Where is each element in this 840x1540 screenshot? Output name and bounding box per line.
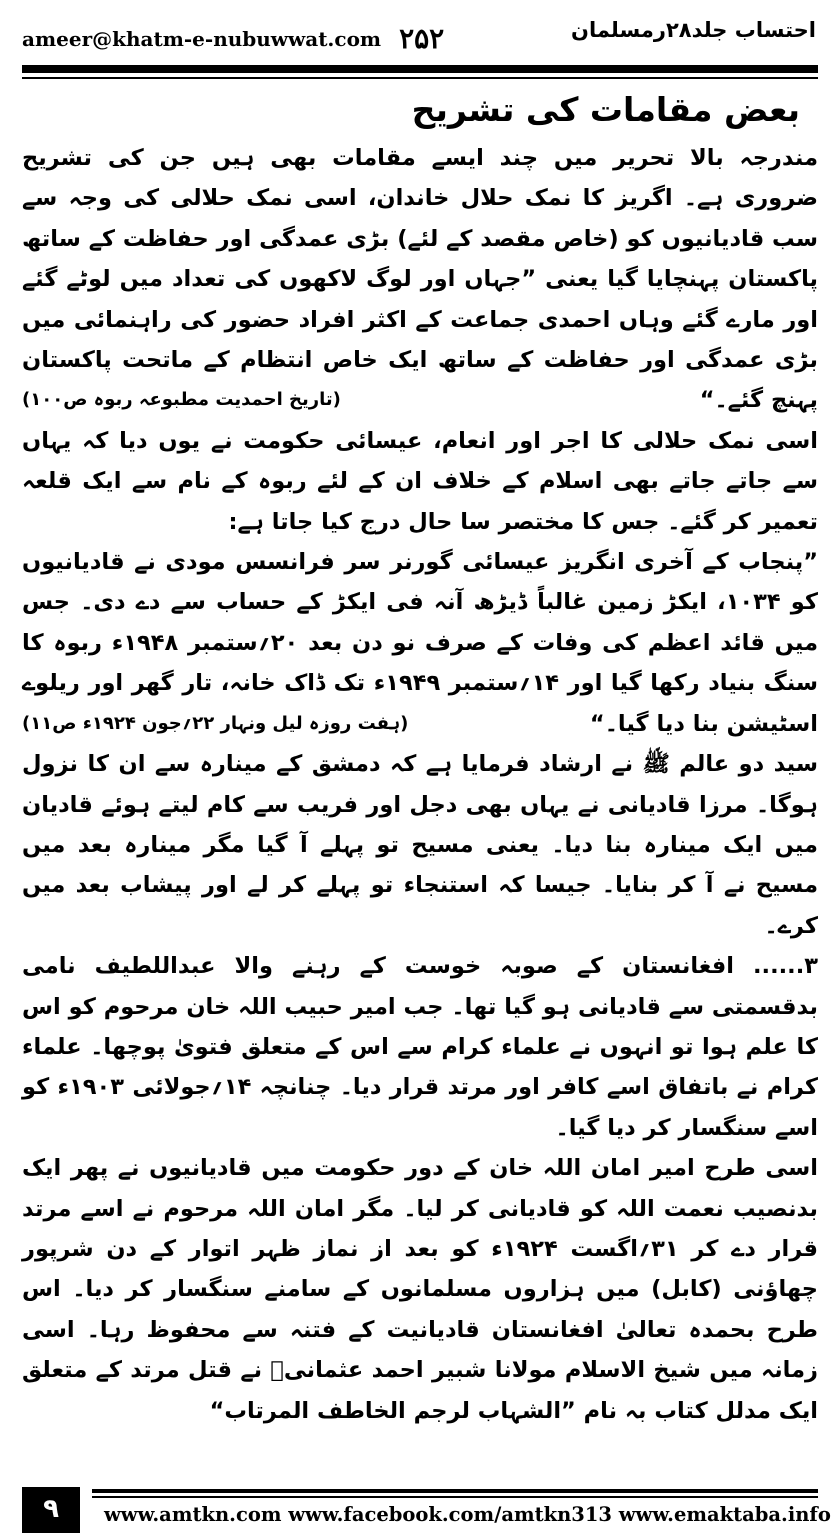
reference-2: (ہفت روزہ لیل ونہار ۲۲؍جون ۱۹۲۴ء ص۱۱) <box>22 712 409 734</box>
quote-text: ”پنجاب کے آخری انگریز عیسائی گورنر سر فرانسس مودی نے قادیانیوں کو ۱۰۳۴، ایکڑ زمین غالباً ڈیڑھ آنہ فی ایکڑ کے حساب سے دے دی۔ جس میں قائد اعظم کی وفات کے صرف نو دن بعد ۲۰؍ستمبر ۱۹۴۸ء ربوہ کا سنگ بنیاد رکھا گیا اور ۱۴؍ستمبر ۱۹۴۹ء تک ڈاک خانہ، تار گھر اور ریلوے اسٹیشن بنا دیا گیا۔“ <box>22 549 819 737</box>
footer-rule-thin <box>92 1496 818 1498</box>
footer-urls: www.amtkn.com www.facebook.com/amtkn313 www.emaktaba.info <box>104 1503 831 1526</box>
paragraph-5: اسی طرح امیر امان اللہ خان کے دور حکومت میں قادیانیوں نے پھر ایک بدنصیب نعمت اللہ کو قادیانی کر لیا۔ مگر امان اللہ مرحوم نے اسے مرتد قرار دے کر ۳۱؍اگست ۱۹۲۴ء کو بعد از نماز ظہر اتوار کے دن شرپور چھاؤنی (کابل) میں ہزاروں مسلمانوں کے سامنے سنگسار کر دیا۔ اس طرح بحمدہ تعالیٰ افغانستان قادیانیت کے فتنہ سے محفوظ رہا۔ اسی زمانہ میں شیخ الاسلام مولانا شبیر احمد عثمانیؒ نے قتل مرتد کے متعلق ایک مدلل کتاب بہ نام ”الشہاب لرجم الخاطف المرتاب“ <box>22 1155 818 1424</box>
header-email: ameer@khatm-e-nubuwwat.com <box>22 27 382 51</box>
paragraph-2: اسی نمک حلالی کا اجر اور انعام، عیسائی حکومت نے یوں دیا کہ یہاں سے جاتے جاتے بھی اسلام کے خلاف ان کے لئے ربوہ کے نام سے ایک قلعہ تعمیر کر گئے۔ جس کا مختصر سا حال درج کیا جاتا ہے: <box>22 427 818 535</box>
header-rule-thin <box>22 77 818 79</box>
section-heading: بعض مقامات کی تشریح <box>411 90 800 129</box>
quote-paragraph <box>22 542 818 744</box>
page-body <box>22 82 818 1431</box>
paragraph-1-text: مندرجہ بالا تحریر میں چند ایسے مقامات بھی ہیں جن کی تشریح ضروری ہے۔ اگریز کا نمک حلال خاندان، اسی نمک حلالی کی وجہ سے سب قادیانیوں کو (خاص مقصد کے لئے) بڑی عمدگی اور حفاظت کے ساتھ پاکستان پہنچایا گیا یعنی ”جہاں اور لوگ لاکھوں کی تعداد میں لوٹے گئے اور مارے گئے وہاں احمدی جماعت کے اکثر افراد حضور کی راہنمائی میں بڑی عمدگی اور حفاظت کے ساتھ ایک خاص انتظام کے ماتحت پاکستان پہنچ گئے۔“ <box>22 145 818 414</box>
paragraph-3: سید دو عالم ﷺ نے ارشاد فرمایا ہے کہ دمشق کے مینارہ سے ان کا نزول ہوگا۔ مرزا قادیانی نے یہاں بھی دجل اور فریب سے کام لیتے ہوئے قادیان میں ایک مینارہ بنا دیا۔ یعنی مسیح تو پہلے آ گیا مگر مینارہ بعد میں مسیح نے آ کر بنایا۔ جیسا کہ استنجاء تو پہلے کر لے اور پیشاب بعد میں کرے۔ <box>22 751 818 939</box>
header-left <box>22 22 444 55</box>
footer-rule-thick <box>92 1489 818 1493</box>
reference-1: (تاریخ احمدیت مطبوعہ ربوہ ص۱۰۰) <box>22 389 341 411</box>
header-rule-thick <box>22 65 818 73</box>
page-number: ۲۵۲ <box>399 22 445 55</box>
footer <box>22 1487 831 1533</box>
book-title: احتساب جلد۲۸رمسلمان <box>571 18 816 42</box>
paragraph-4: ۳...... افغانستان کے صوبہ خوست کے رہنے والا عبداللطیف نامی بدقسمتی سے قادیانی ہو گیا تھا۔ جب امیر حبیب اللہ خان مرحوم کو اس کا علم ہوا تو انہوں نے علماء کرام سے اس کے متعلق فتویٰ پوچھا۔ علماء کرام نے باتفاق اسے کافر اور مرتد قرار دیا۔ چنانچہ ۱۴؍جولائی ۱۹۰۳ء کو اسے سنگسار کر دیا گیا۔ <box>22 953 818 1141</box>
paragraph-1 <box>22 138 818 421</box>
footer-page-box: ۹ <box>22 1487 80 1533</box>
